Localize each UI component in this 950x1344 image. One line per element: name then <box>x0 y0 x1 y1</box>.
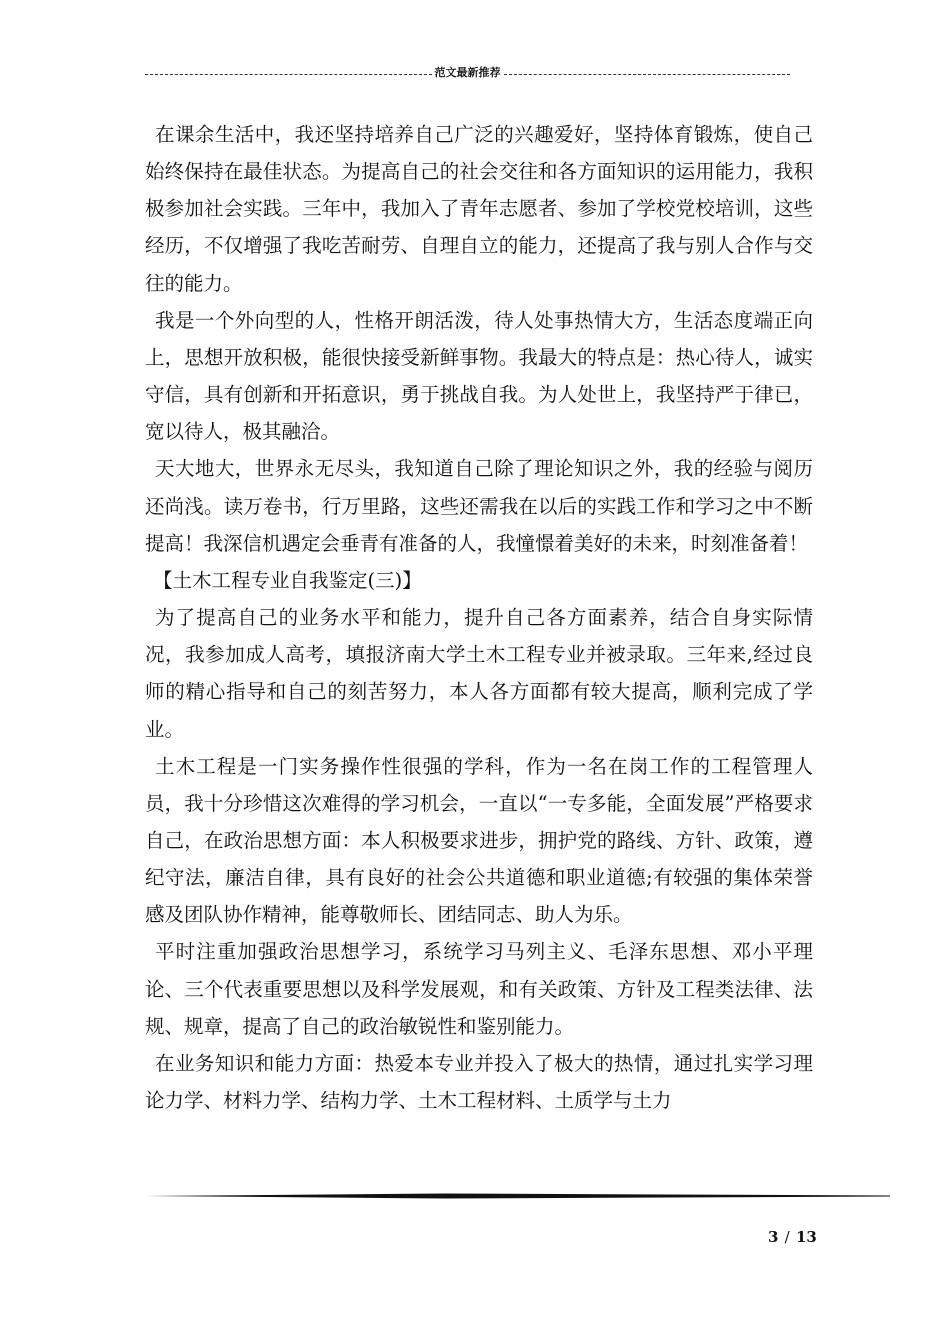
paragraph: 土木工程是一门实务操作性很强的学科，作为一名在岗工作的工程管理人员，我十分珍惜这次难得的学习机会，一直以“一专多能，全面发展”严格要求自己，在政治思想方面：本人积极要求进步，拥护党的路线、方针、政策，遵纪守法，廉洁自律，具有良好的社会公共道德和职业道德;有较强的集体荣誉感及团队协作精神，能尊敬师长、团结同志、助人为乐。 <box>145 754 813 927</box>
total-pages: 13 <box>795 1228 817 1246</box>
paragraph: 在业务知识和能力方面：热爱本专业并投入了极大的热情，通过扎实学习理论力学、材料力学、结构力学、土木工程材料、土质学与土力 <box>145 1051 813 1113</box>
page-separator: / <box>784 1228 790 1246</box>
page-header <box>145 66 790 80</box>
page-number <box>768 1228 817 1246</box>
section-heading: 【土木工程专业自我鉴定(三)】 <box>153 568 422 592</box>
paragraph: 为了提高自己的业务水平和能力，提升自己各方面素养，结合自身实际情况，我参加成人高考，填报济南大学土木工程专业并被录取。三年来,经过良师的精心指导和自己的刻苦努力，本人各方面都有较大提高，顺利完成了学业。 <box>145 606 813 741</box>
header-dash-right <box>504 74 791 75</box>
current-page: 3 <box>768 1228 779 1246</box>
document-body <box>145 116 813 1119</box>
paragraph: 我是一个外向型的人，性格开朗活泼，待人处事热情大方，生活态度端正向上，思想开放积极，能很快接受新鲜事物。我最大的特点是：热心待人，诚实守信，具有创新和开拓意识，勇于挑战自我。为人处世上，我坚持严于律已，宽以待人，极其融洽。 <box>145 308 813 444</box>
footer-rule <box>145 1193 890 1199</box>
paragraph: 天大地大，世界永无尽头，我知道自己除了理论知识之外，我的经验与阅历还尚浅。读万卷书，行万里路，这些还需我在以后的实践工作和学习之中不断提高！我深信机遇定会垂青有准备的人，我憧憬着美好的未来，时刻准备着！ <box>145 457 813 555</box>
header-dash-left <box>145 74 432 75</box>
header-label: 范文最新推荐 <box>434 66 501 79</box>
paragraph: 平时注重加强政治思想学习，系统学习马列主义、毛泽东思想、邓小平理论、三个代表重要思想以及科学发展观，和有关政策、方针及工程类法律、法规、规章，提高了自己的政治敏锐性和鉴别能力。 <box>145 940 813 1038</box>
paragraph: 在课余生活中，我还坚持培养自己广泛的兴趣爱好，坚持体育锻炼，使自己始终保持在最佳状态。为提高自己的社会交往和各方面知识的运用能力，我积极参加社会实践。三年中，我加入了青年志愿者、参加了学校党校培训，这些经历，不仅增强了我吃苦耐劳、自理自立的能力，还提高了我与别人合作与交往的能力。 <box>145 123 813 295</box>
